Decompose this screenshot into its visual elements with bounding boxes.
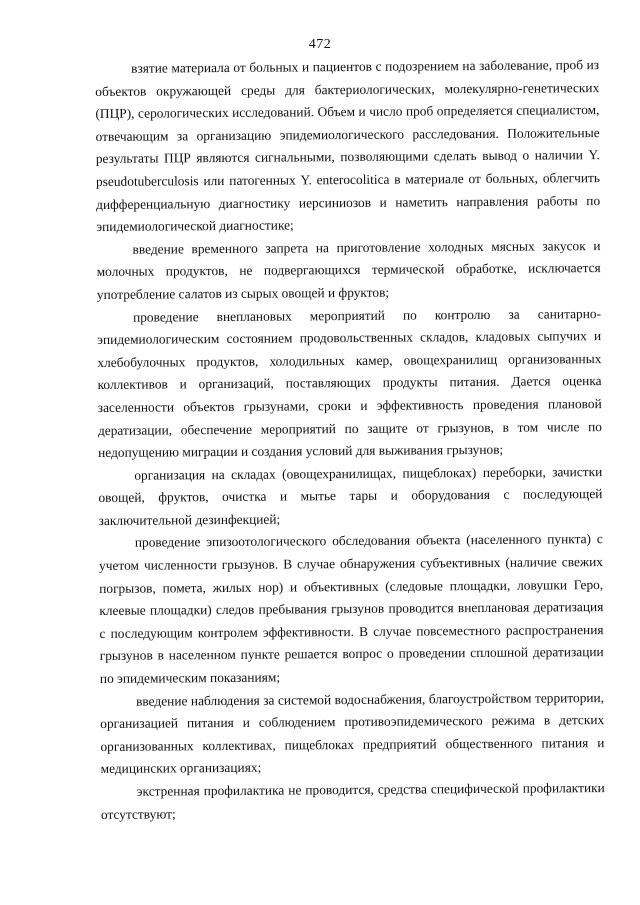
paragraph-water-supply-monitoring: введение наблюдения за системой водоснабжения, благоустройством территории, организацией питания и соблюдением противоэпидемического режима в детских организованных коллективах, пищеблоках предприятий общественного питания и медицинских организациях; [100,689,605,777]
paragraph-sample-collection: взятие материала от больных и пациентов с подозрением на заболевание, проб из объектов окружающей среды для бактериологических, молекулярно-генетических (ПЦР), серологических исследований. Объем и число проб определяется специалистом, отвечающим за организацию эпидемиологического расследования. Положительные результаты ПЦР являются сигнальными, позволяющими сделать вывод о наличии Y. pseudotuberculosis или патогенных Y. enterocolitica в материале от больных, облегчить дифференциальную диагностику иерсиниозов и наметить направления работы по эпидемиологической диагностике; [95,57,601,235]
paragraph-food-ban: введение временного запрета на приготовление холодных мясных закусок и молочных продуктов, не подвергающихся термической обработке, исключается употребление салатов из сырых овощей и фруктов; [96,237,601,302]
body-text [95,54,605,826]
page-number: 472 [308,37,332,52]
paragraph-warehouse-control: проведение внеплановых мероприятий по контролю за санитарно-эпидемиологическим состоянием продовольственных складов, кладовых сыпучих и хлебобулочных продуктов, холодильных камер, овощехранилищ организованных коллективов и организаций, поставляющих продукты питания. Дается оценка заселенности объектов грызунами, сроки и эффективность проведения плановой дератизации, обеспечение мероприятий по защите от грызунов, в том числе по недопущению миграции и создания условий для выживания грызунов; [97,305,602,461]
paragraph-epizootic-survey: проведение эпизоотологического обследования объекта (населенного пункта) с учетом численности грызунов. В случае обнаружения субъективных (наличие свежих погрызов, помета, жилых нор) и объективных (следовые площадки, ловушки Геро, клеевые площадки) следов пребывания грызунов проводится внеплановая дератизация с последующим контролем эффективности. В случае повсеместного распространения грызунов в населенном пункте решается вопрос о проведении сплошной дератизации по эпидемическим показаниям; [98,531,604,687]
paragraph-sorting-disinfection: организация на складах (овощехранилищах, пищеблоках) переборки, зачистки овощей, фруктов, очистка и мытье тары и оборудования с последующей заключительной дезинфекцией; [98,463,603,528]
paragraph-emergency-prophylaxis: экстренная профилактика не проводится, средства специфической профилактики отсутствуют; [100,780,605,822]
